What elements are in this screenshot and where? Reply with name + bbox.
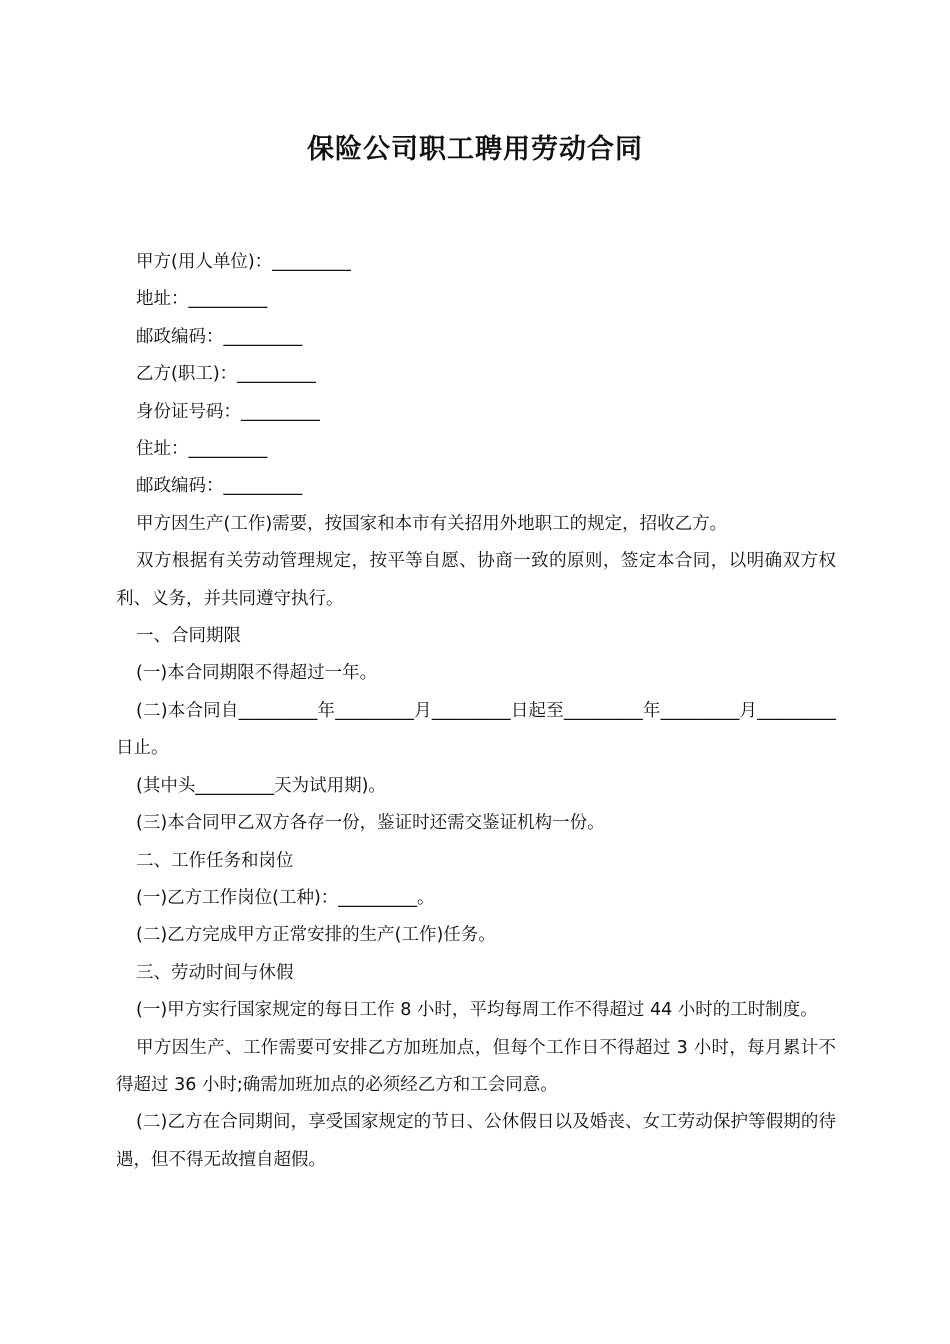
paragraph-party-b-id-number: 身份证号码：_________ [136,401,320,422]
section-heading-contract-term: 一、合同期限 [136,626,241,647]
clause-copies: (三)本合同甲乙双方各存一份，鉴证时还需交鉴证机构一份。 [136,813,605,834]
clause-term-limit: (一)本合同期限不得超过一年。 [136,663,378,684]
clause-overtime: 甲方因生产、工作需要可安排乙方加班加点，但每个工作日不得超过 3 小时，每月累计不得超过 36 小时;确需加班加点的必须经乙方和工会同意。 [116,1037,836,1095]
clause-working-hours: (一)甲方实行国家规定的每日工作 8 小时，平均每周工作不得超过 44 小时的工时制度。 [136,1000,818,1021]
document-title: 保险公司职工聘用劳动合同 [307,134,643,165]
section-heading-hours: 三、劳动时间与休假 [136,962,294,983]
clause-holidays: (二)乙方在合同期间，享受国家规定的节日、公休假日以及婚丧、女工劳动保护等假期的待遇，但不得无故擅自超假。 [116,1112,836,1170]
paragraph-party-b-postcode: 邮政编码：_________ [136,476,303,497]
clause-term-dates: (二)本合同自_________年_________月_________日起至_________年_________月_________日止。 [116,700,836,759]
clause-probation: (其中头_________天为试用期)。 [136,775,386,796]
paragraph-party-a-address: 地址：_________ [136,289,268,310]
section-heading-duties: 二、工作任务和岗位 [136,850,294,871]
paragraph-recruitment: 甲方因生产(工作)需要，按国家和本市有关招用外地职工的规定，招收乙方。 [136,513,728,534]
paragraph-party-b-residence: 住址：_________ [136,439,268,460]
clause-tasks: (二)乙方完成甲方正常安排的生产(工作)任务。 [136,925,496,946]
paragraph-party-b: 乙方(职工)：_________ [136,364,316,385]
clause-position: (一)乙方工作岗位(工种)：_________。 [136,887,435,908]
paragraph-principles: 双方根据有关劳动管理规定，按平等自愿、协商一致的原则，签定本合同，以明确双方权利、义务，并共同遵守执行。 [116,551,836,609]
paragraph-party-a: 甲方(用人单位)：_________ [136,252,351,272]
document-body [116,244,836,1179]
paragraph-party-a-postcode: 邮政编码：_________ [136,326,303,347]
